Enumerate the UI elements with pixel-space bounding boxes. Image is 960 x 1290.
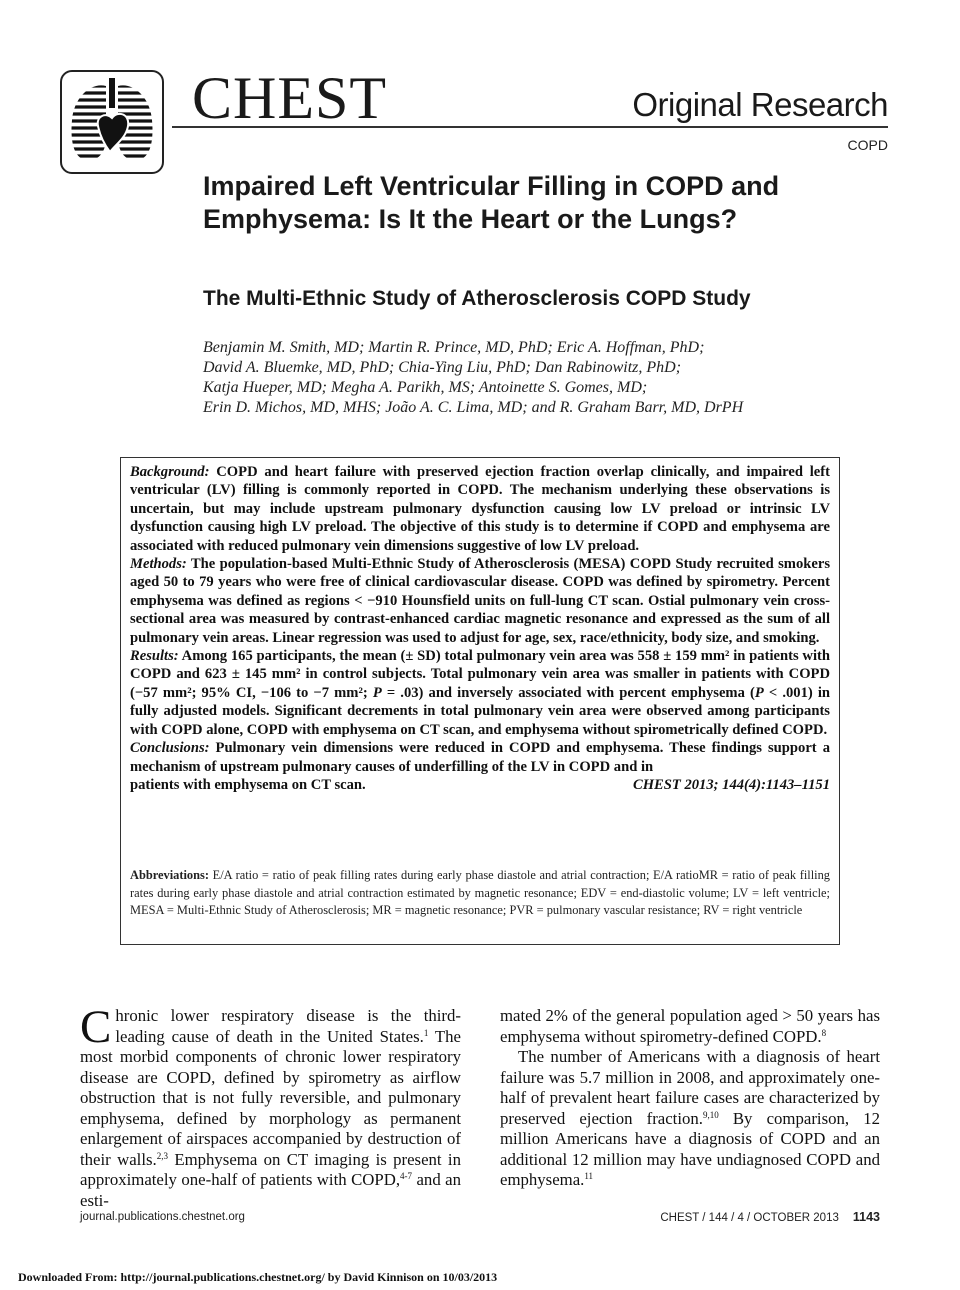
p-value-symbol: P <box>754 684 764 701</box>
journal-name: CHEST <box>192 65 388 131</box>
header-rule <box>172 126 888 128</box>
results-text: = .03) and inversely associated with percent emphysema ( <box>386 684 755 701</box>
results-text: < .001) in fully adjusted models. Significant decrements in total pulmonary vein area were observed among participants with COPD alone, COPD with emphysema on CT scan, and emphysema without spirometrically defined COPD. <box>130 684 831 738</box>
body-paragraph <box>500 1006 880 1047</box>
conclusions-text: Pulmonary vein dimensions were reduced in COPD and emphysema. These findings support a mechanism of upstream pulmonary causes of underfilling of the LV in COPD and in <box>130 740 830 775</box>
abstract-background <box>130 463 830 555</box>
results-label: Results: <box>130 648 179 665</box>
author-line: Katja Hueper, MD; Megha A. Parikh, MS; Antoinette S. Gomes, MD; <box>203 379 648 396</box>
body-text: and an esti- <box>80 1170 461 1210</box>
section-label: Original Research <box>632 86 888 123</box>
reference-superscript[interactable]: 2,3 <box>156 1150 168 1161</box>
body-column-left <box>80 1001 462 1211</box>
body-text: Emphysema on CT imaging is present in approximately one-half of patients with COPD, <box>80 1149 461 1189</box>
abstract-conclusions <box>130 739 830 776</box>
results-text: Among 165 participants, the mean (± SD) total pulmonary vein area was 558 ± 159 mm² in patients with COPD and 623 ± 145 mm² in control subjects. Total pulmonary vein area was smaller in patients with COPD (−57 mm²; 95% CI, −106 to −7 mm²; <box>130 648 830 701</box>
abstract-results <box>130 647 830 739</box>
body-paragraph <box>500 1047 880 1191</box>
topic-label: COPD <box>847 137 888 153</box>
methods-text: The population-based Multi-Ethnic Study of Atherosclerosis (MESA) COPD Study recruited smokers aged 50 to 79 years who were free of clinical cardiovascular disease. COPD was defined by spirometry. Percent emphysema was defined as regions < −910 Hounsfield units on full-lung CT scan. Ostial pulmonary vein cross-sectional area was measured by contrast-enhanced cardiac magnetic resonance and expressed as the sum of all pulmonary vein areas. Linear regression was used to adjust for age, sex, race/ethnicity, body size, and smoking. <box>130 556 830 646</box>
reference-superscript[interactable]: 11 <box>584 1171 594 1181</box>
body-paragraph <box>80 1001 462 1211</box>
page-number: 1143 <box>852 1210 880 1224</box>
author-list <box>203 338 903 418</box>
abstract-methods <box>130 555 830 647</box>
conclusions-citation-line <box>130 776 830 794</box>
p-value-symbol: P <box>372 684 382 701</box>
background-text: COPD and heart failure with preserved ejection fraction overlap clinically, and impaired left ventricular (LV) filling is commonly reported in COPD. The mechanism underlying these observations is uncertain, but may include upstream pulmonary dysfunction causing low LV preload or intrinsic LV dysfunction causing high LV preload. The objective of this study is to determine if COPD and emphysema are associated with reduced pulmonary vein dimensions suggestive of low LV preload. <box>130 464 830 554</box>
body-text: By comparison, 12 million Americans have a diagnosis of COPD and an additional 12 million may have undiagnosed COPD and emphysema. <box>500 1108 880 1189</box>
methods-label: Methods: <box>130 556 187 573</box>
reference-superscript[interactable]: 8 <box>821 1027 827 1038</box>
reference-superscript[interactable]: 4-7 <box>400 1171 413 1181</box>
download-notice: Downloaded From: http://journal.publications.chestnet.org/ by David Kinnison on 10/03/2013 <box>18 1270 498 1284</box>
body-text: The most morbid components of chronic lower respiratory disease are COPD, defined by spirometry as airflow obstruction that is not fully reversible, and pulmonary emphysema, defined by morphology as permanent enlargement of airspaces accompanied by destruction of their walls. <box>80 1026 462 1169</box>
reference-superscript[interactable]: 9,10 <box>702 1109 719 1120</box>
background-label: Background: <box>130 464 210 480</box>
body-column-right <box>500 1006 880 1191</box>
footer-url[interactable]: journal.publications.chestnet.org <box>80 1211 245 1223</box>
abbreviations-label: Abbreviations: <box>130 868 209 882</box>
conclusions-label: Conclusions: <box>130 740 210 757</box>
article-subtitle: The Multi-Ethnic Study of Atherosclerosis COPD Study <box>203 287 751 310</box>
abbreviations-text: E/A ratio = ratio of peak filling rates during early phase diastole and atrial contraction; E/A ratioMR = ratio of peak filling rates during early phase diastole and atrial contraction estimated by magnetic resonance; EDV = end-diastolic volume; LV = left ventricle; MESA = Multi-Ethnic Study of Atherosclerosis; MR = magnetic resonance; PVR = pulmonary vascular resistance; RV = right ventricle <box>130 868 830 917</box>
abstract <box>130 463 830 794</box>
conclusions-text: patients with emphysema on CT scan. <box>130 776 366 793</box>
author-line: Benjamin M. Smith, MD; Martin R. Prince, MD, PhD; Eric A. Hoffman, PhD; <box>203 339 705 356</box>
lungs-heart-logo-icon <box>62 72 162 172</box>
citation: CHEST 2013; 144(4):1143–1151 <box>632 776 830 793</box>
abbreviations <box>130 867 830 920</box>
body-text: hronic lower respiratory disease is the third-leading cause of death in the United States. <box>115 1006 461 1046</box>
body-text: mated 2% of the general population aged > 50 years has emphysema without spirometry-defined COPD. <box>500 1006 880 1046</box>
journal-logo <box>60 70 164 174</box>
author-line: David A. Bluemke, MD, PhD; Chia-Ying Liu, PhD; Dan Rabinowitz, PhD; <box>203 359 682 376</box>
author-line: Erin D. Michos, MD, MHS; João A. C. Lima, MD; and R. Graham Barr, MD, DrPH <box>203 399 744 416</box>
article-title: Impaired Left Ventricular Filling in COPD and Emphysema: Is It the Heart or the Lungs? <box>203 171 780 234</box>
drop-cap: C <box>80 1001 112 1053</box>
footer-issue <box>660 1210 880 1224</box>
issue-info: CHEST / 144 / 4 / OCTOBER 2013 <box>660 1212 839 1224</box>
body-text: The number of Americans with a diagnosis of heart failure was 5.7 million in 2008, and approximately one-half of prevalent heart failure cases are characterized by preserved ejection fraction. <box>500 1047 880 1128</box>
reference-superscript[interactable]: 1 <box>423 1027 429 1038</box>
